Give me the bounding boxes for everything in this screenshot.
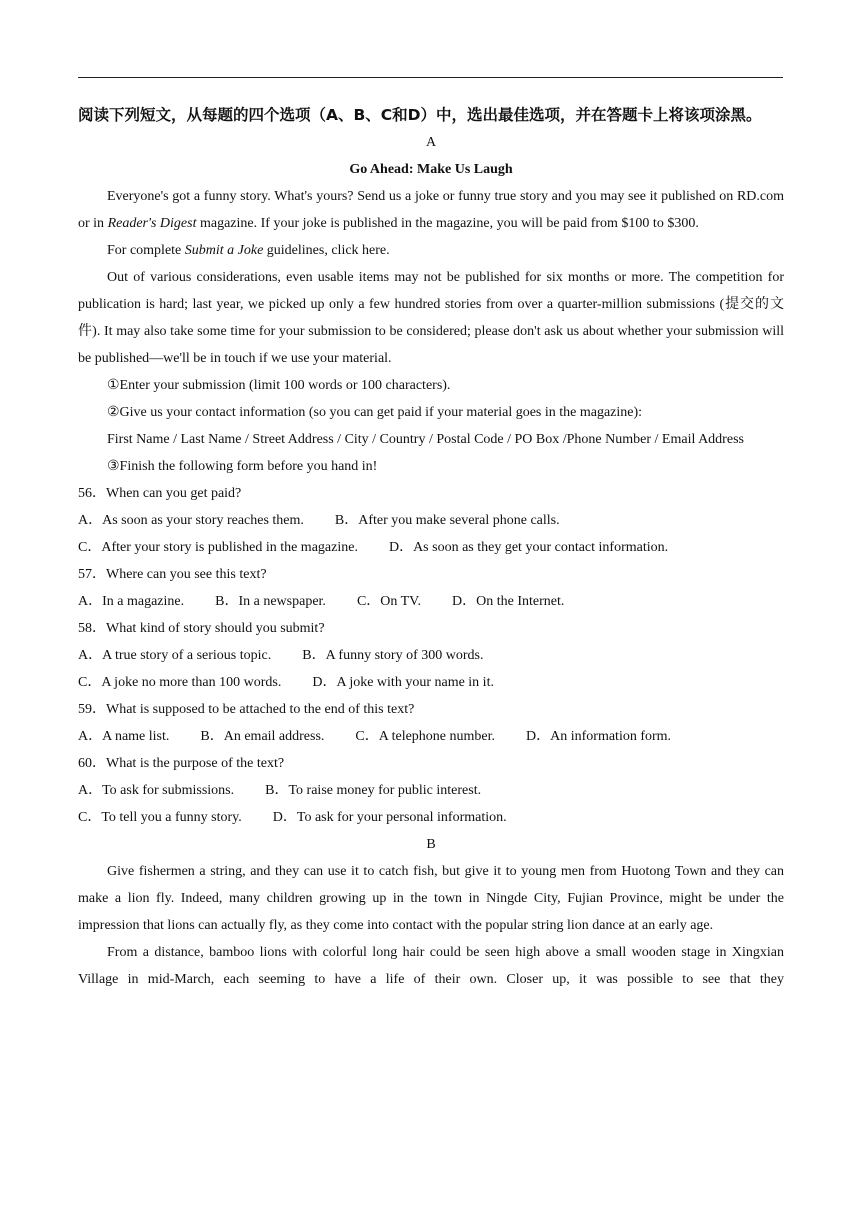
- option-d: D．On the Internet.: [452, 594, 565, 609]
- option-b: B．An email address.: [200, 729, 325, 744]
- option-d: D．An information form.: [526, 729, 672, 744]
- option-c: C．After your story is published in the magazine.: [78, 540, 358, 555]
- question-59: 59．What is supposed to be attached to the end of this text?: [78, 702, 415, 717]
- passage-a-label: A: [425, 135, 437, 150]
- question-58: 58．What kind of story should you submit?: [78, 621, 325, 636]
- question-60: 60．What is the purpose of the text?: [78, 756, 285, 771]
- magazine-name: Reader's Digest: [107, 216, 197, 231]
- question-57-options: [78, 588, 784, 615]
- text: For complete: [107, 243, 185, 258]
- option-b: B．In a newspaper.: [215, 594, 326, 609]
- option-c: C．On TV.: [356, 594, 421, 609]
- question-60-options-row-2: [78, 804, 784, 831]
- option-a: A．To ask for submissions.: [78, 783, 235, 798]
- exam-page: [78, 102, 784, 993]
- section-instruction: 阅读下列短文，从每题的四个选项（A、B、C和D）中，选出最佳选项，并在答题卡上将该项涂黑。: [78, 106, 762, 124]
- option-c: C．A telephone number.: [355, 729, 496, 744]
- question-57: 57．Where can you see this text?: [78, 567, 267, 582]
- text: magazine. If your joke is published in the magazine, you will be paid from $100 to $300.: [196, 216, 699, 231]
- question-56-options-row-2: [78, 534, 784, 561]
- option-a: A．As soon as your story reaches them.: [78, 513, 304, 528]
- option-c: C．To tell you a funny story.: [78, 810, 242, 825]
- step-2: ②Give us your contact information (so you can get paid if your material goes in the magazine):: [107, 405, 643, 420]
- question-58-options-row-2: [78, 669, 784, 696]
- text: Everyone's got a funny story. What's yours? Send us a joke or funny true story and you may see it published on RD.com or in: [78, 189, 784, 231]
- option-a: A．A name list.: [78, 729, 170, 744]
- guideline-name: Submit a Joke: [184, 243, 264, 258]
- text: guidelines, click here.: [263, 243, 390, 258]
- step-3: ③Finish the following form before you hand in!: [107, 459, 378, 474]
- header-rule: [78, 77, 783, 78]
- option-d: D．To ask for your personal information.: [272, 810, 507, 825]
- question-59-options: [78, 723, 784, 750]
- step-1: ①Enter your submission (limit 100 words or 100 characters).: [107, 378, 451, 393]
- option-b: B．After you make several phone calls.: [334, 513, 560, 528]
- option-a: A．A true story of a serious topic.: [78, 648, 272, 663]
- question-58-options-row-1: [78, 642, 784, 669]
- question-56-options-row-1: [78, 507, 784, 534]
- passage-a-title: Go Ahead: Make Us Laugh: [349, 162, 513, 177]
- passage-b-label: B: [426, 837, 436, 852]
- option-d: D．A joke with your name in it.: [312, 675, 494, 690]
- passage-a-paragraph-1: [78, 183, 784, 237]
- contact-fields: First Name / Last Name / Street Address / City / Country / Postal Code / PO Box /Phone Number / Email Address: [107, 432, 744, 447]
- option-c: C．A joke no more than 100 words.: [78, 675, 282, 690]
- passage-a-paragraph-2: [78, 237, 784, 264]
- option-d: D．As soon as they get your contact information.: [388, 540, 669, 555]
- passage-a-paragraph-3: Out of various considerations, even usable items may not be published for six months or more. The competition for publication is hard; last year, we picked up only a few hundred stories from over a quarter-million submissions (提交的文件). It may also take some time for your submission to be considered; please don't ask us about whether your submission will be published—we'll be in touch if we use your material.: [78, 270, 784, 366]
- option-b: B．A funny story of 300 words.: [302, 648, 484, 663]
- passage-b-paragraph-1: Give fishermen a string, and they can use it to catch fish, but give it to young men from Huotong Town and they can make a lion fly. Indeed, many children growing up in the town in Ningde City, Fujian Province, might be under the impression that lions can actually fly, as they come into contact with the popular string lion dance at an early age.: [78, 864, 784, 933]
- question-60-options-row-1: [78, 777, 784, 804]
- option-a: A．In a magazine.: [78, 594, 185, 609]
- passage-b-paragraph-2: From a distance, bamboo lions with colorful long hair could be seen high above a small wooden stage in Xingxian Village in mid-March, each seeming to have a life of their own. Closer up, it was possible to see that they: [78, 945, 784, 987]
- option-b: B．To raise money for public interest.: [265, 783, 482, 798]
- question-56: 56．When can you get paid?: [78, 486, 242, 501]
